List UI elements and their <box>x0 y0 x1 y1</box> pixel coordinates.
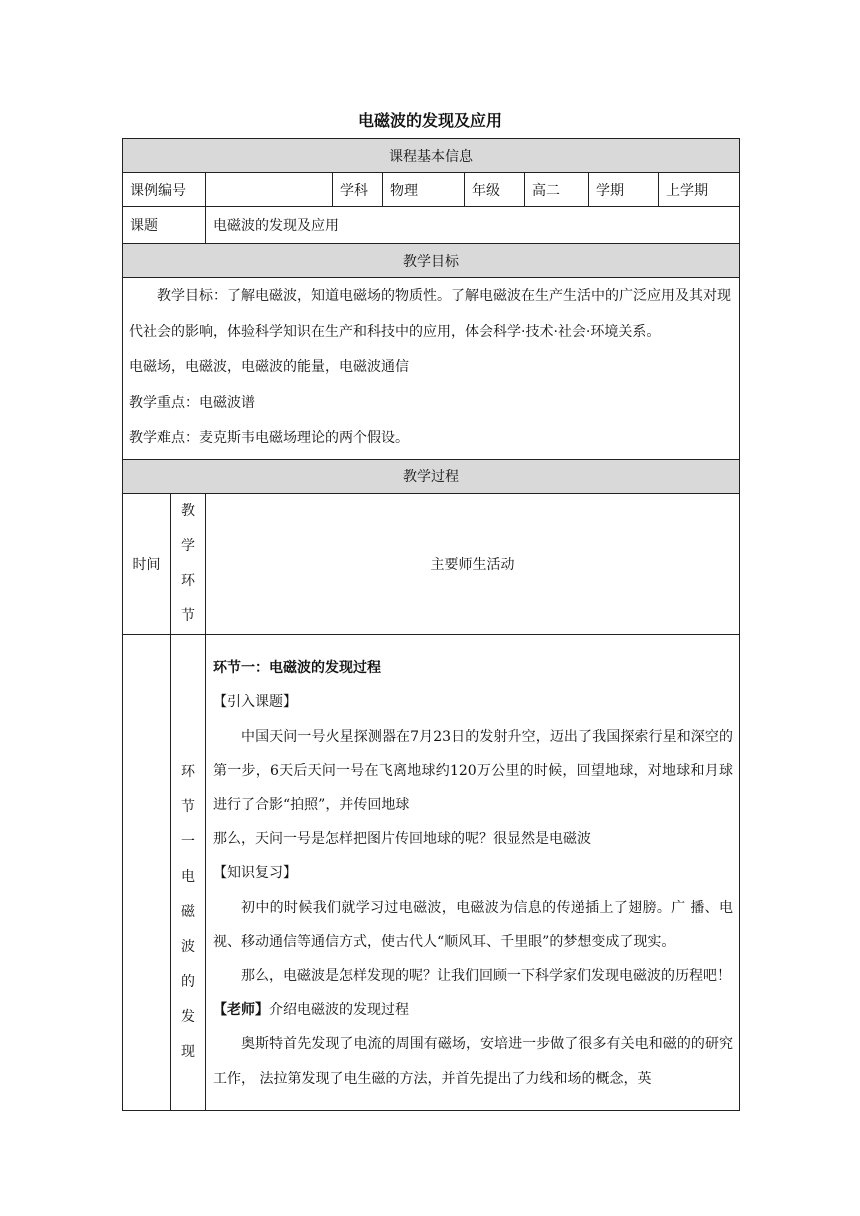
stage-one-char: 的 <box>181 973 195 990</box>
course-no-label: 课例编号 <box>123 173 206 207</box>
stage-one-char: 电 <box>181 868 195 885</box>
review-tag: 【知识复习】 <box>213 865 297 882</box>
subject-label: 学科 <box>333 173 383 207</box>
objective-keywords: 电磁场，电磁波，电磁波的能量，电磁波通信 <box>129 359 409 375</box>
subject-value: 物理 <box>383 173 465 207</box>
objectives-cell <box>123 278 740 460</box>
topic-label: 课题 <box>123 207 206 244</box>
term-label: 学期 <box>589 173 659 207</box>
stage-one-cell <box>171 634 206 1110</box>
section-process: 教学过程 <box>123 459 740 493</box>
stage-header-char: 节 <box>181 607 195 624</box>
grade-label: 年级 <box>465 173 525 207</box>
teacher-line <box>213 993 733 1027</box>
objective-key-point: 教学重点：电磁波谱 <box>129 394 255 411</box>
activity-paragraph-1: 中国天问一号火星探测器在7月23日的发射升空，迈出了我国探索行星和深空的第一步，6天后天问一号在飞离地球约120万公里的时候，回望地球，对地球和月球进行了合影“拍照”，并传回地球 <box>213 728 733 813</box>
stage-one-heading: 环节一：电磁波的发现过程 <box>213 660 381 677</box>
section-objectives: 教学目标 <box>123 244 740 278</box>
activity-paragraph-3: 初中的时候我们就学习过电磁波，电磁波为信息的传递插上了翅膀。广 播、电视、移动通信等通信方式，使古代人“顺风耳、千里眼”的梦想变成了现实。 <box>213 899 733 950</box>
activity-header: 主要师生活动 <box>206 493 740 634</box>
stage-one-char: 发 <box>181 1008 195 1025</box>
topic-value: 电磁波的发现及应用 <box>206 207 740 244</box>
time-header: 时间 <box>123 493 171 634</box>
stage-header-char: 学 <box>181 537 195 554</box>
objective-goal: 教学目标：了解电磁波，知道电磁场的物质性。了解电磁波在生产生活中的广泛应用及其对现代社会的影响，体验科学知识在生产和科技中的应用，体会科学·技术·社会·环境关系。 <box>129 288 731 340</box>
stage-one-char: 节 <box>181 798 195 815</box>
lesson-plan-table <box>122 138 740 1111</box>
stage-one-char: 环 <box>181 763 195 780</box>
teacher-tag: 【老师】 <box>213 1002 269 1019</box>
term-value: 上学期 <box>659 173 740 207</box>
activity-paragraph-2: 那么，天问一号是怎样把图片传回地球的呢？很显然是电磁波 <box>213 831 591 848</box>
activity-cell <box>206 634 740 1110</box>
teacher-text: 介绍电磁波的发现过程 <box>269 1002 409 1019</box>
activity-paragraph-4: 那么，电磁波是怎样发现的呢？让我们回顾一下科学家们发现电磁波的历程吧！ <box>241 968 731 984</box>
stage-one-char: 波 <box>181 938 195 955</box>
stage-one-char: 磁 <box>181 903 195 920</box>
intro-tag: 【引入课题】 <box>213 694 297 711</box>
grade-value: 高二 <box>525 173 589 207</box>
stage-one-char: 一 <box>181 833 195 850</box>
section-basic-info: 课程基本信息 <box>123 139 740 173</box>
course-no-value <box>206 173 333 207</box>
stage-header-char: 环 <box>181 572 195 589</box>
stage-one-char: 现 <box>181 1043 195 1060</box>
time-cell <box>123 634 171 1110</box>
document-title: 电磁波的发现及应用 <box>357 111 502 130</box>
activity-paragraph-5: 奥斯特首先发现了电流的周围有磁场，安培进一步做了很多有关电和磁的的研究工作， 法拉第发现了电生磁的方法，并首先提出了力线和场的概念，英 <box>213 1036 733 1087</box>
stage-header-char: 教 <box>181 502 195 519</box>
stage-header <box>171 493 206 634</box>
objective-difficulty: 教学难点：麦克斯韦电磁场理论的两个假设。 <box>129 430 409 446</box>
